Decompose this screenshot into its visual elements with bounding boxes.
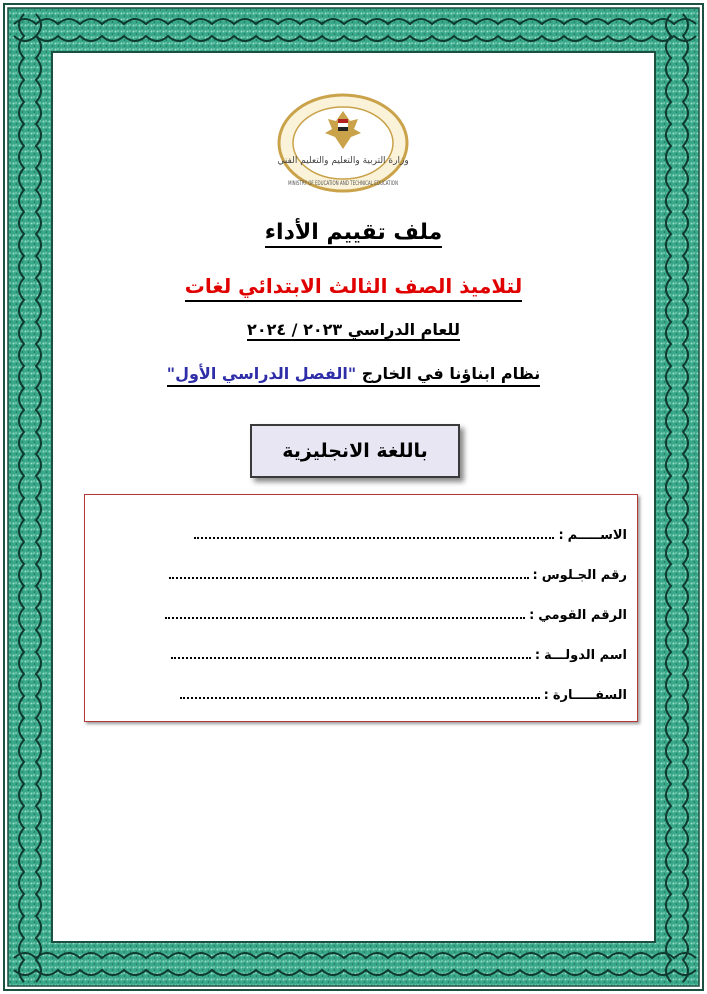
term-name: "الفصل الدراسي الأول": [166, 364, 357, 383]
subject-label: باللغة الانجليزية: [282, 440, 428, 462]
program-line: [0, 364, 707, 383]
field-fill-line[interactable]: [165, 603, 525, 619]
logo-arabic-text: وزارة التربية والتعليم والتعليم الفني: [277, 156, 409, 166]
logo-ring-text: MINISTRY OF EDUCATION AND TECHNICAL EDUCATION: [288, 180, 398, 187]
program-name: نظام ابناؤنا في الخارج: [356, 364, 541, 383]
academic-year: للعام الدراسي ٢٠٢٣ / ٢٠٢٤: [247, 320, 460, 339]
field-label: الاســـــم: [567, 528, 627, 543]
page-subtitle: لتلاميذ الصف الثالث الابتدائي لغات: [0, 274, 707, 298]
field-fill-line[interactable]: [194, 523, 554, 539]
page-title: ملف تقييم الأداء: [0, 220, 707, 245]
field-row-name: الاســـــم :: [97, 519, 627, 543]
subject-label-box: [250, 424, 460, 478]
field-fill-line[interactable]: [169, 563, 529, 579]
field-fill-line[interactable]: [180, 683, 540, 699]
field-label: الرقم القومي: [538, 608, 627, 623]
field-row-embassy: السفـــــارة :: [97, 679, 627, 703]
field-row-seat-number: رقم الجـلوس :: [97, 559, 627, 583]
field-row-country: اسم الدولـــة :: [97, 639, 627, 663]
field-label: اسم الدولـــة: [544, 648, 627, 663]
ministry-seal-logo: [276, 93, 410, 193]
field-label: السفـــــارة: [552, 688, 627, 703]
field-fill-line[interactable]: [171, 643, 531, 659]
field-label: رقم الجـلوس: [541, 568, 627, 583]
student-info-box: [84, 494, 638, 722]
field-row-national-id: الرقم القومي :: [97, 599, 627, 623]
